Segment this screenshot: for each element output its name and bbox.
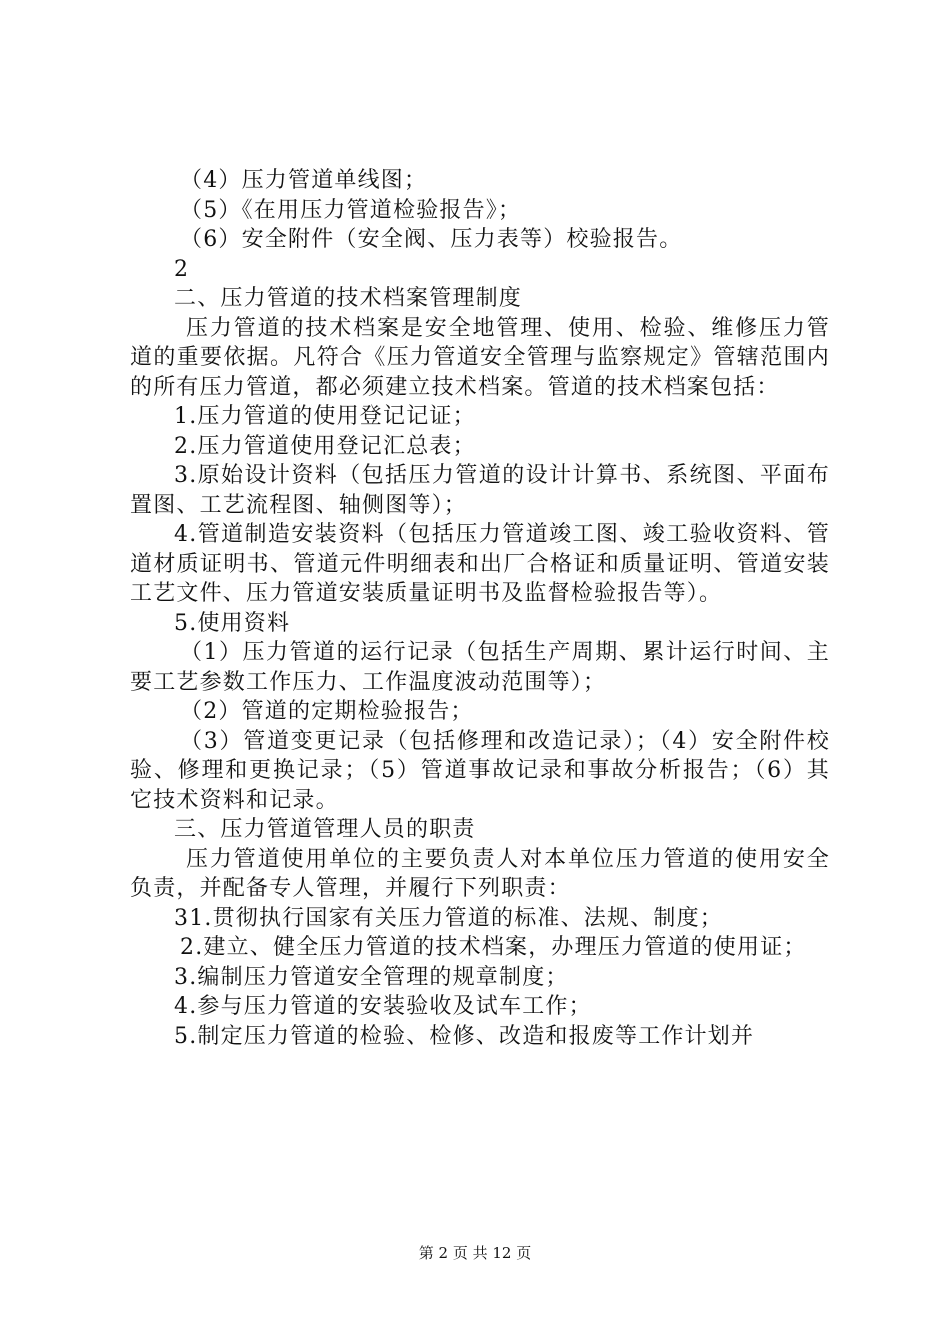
paragraph: 4.管道制造安装资料（包括压力管道竣工图、竣工验收资料、管道材质证明书、管道元件明细表和出厂合格证和质量证明、管道安装工艺文件、压力管道安装质量证明书及监督检验报告等）。	[130, 522, 830, 606]
paragraph: 5.使用资料	[174, 610, 291, 636]
paragraph: 二、压力管道的技术档案管理制度	[174, 286, 523, 311]
paragraph: 2.压力管道使用登记汇总表；	[174, 433, 476, 459]
page-footer: 第 2 页 共 12 页	[418, 1244, 532, 1262]
paragraph: （4）压力管道单线图；	[180, 168, 428, 193]
paragraph: （3）管道变更记录（包括修理和改造记录）；（4）安全附件校验、修理和更换记录；（5）管道事故记录和事故分析报告；（6）其它技术资料和记录。	[130, 728, 830, 813]
paragraph: 4.参与压力管道的安装验收及试车工作；	[174, 994, 592, 1019]
paragraph: （6）安全附件（安全阀、压力表等）校验报告。	[180, 227, 683, 252]
document-body	[130, 166, 830, 1051]
paragraph: 压力管道的技术档案是安全地管理、使用、检验、维修压力管道的重要依据。凡符合《压力管道安全管理与监察规定》管辖范围内的所有压力管道，都必须建立技术档案。管道的技术档案包括：	[130, 315, 830, 400]
paragraph: （1）压力管道的运行记录（包括生产周期、累计运行时间、主要工艺参数工作压力、工作温度波动范围等）；	[130, 640, 830, 695]
paragraph: 1.压力管道的使用登记记证；	[174, 404, 476, 429]
paragraph: 2.建立、健全压力管道的技术档案，办理压力管道的使用证；	[180, 935, 807, 960]
paragraph: 31.贯彻执行国家有关压力管道的标准、法规、制度；	[174, 905, 723, 931]
paragraph: 3.编制压力管道安全管理的规章制度；	[174, 964, 569, 990]
paragraph: 压力管道使用单位的主要负责人对本单位压力管道的使用安全负责，并配备专人管理，并履行下列职责：	[130, 846, 830, 901]
paragraph: 5.制定压力管道的检验、检修、改造和报废等工作计划并	[174, 1023, 755, 1049]
paragraph: 2	[174, 256, 190, 282]
paragraph: 3.原始设计资料（包括压力管道的设计计算书、系统图、平面布置图、工艺流程图、轴侧图等）；	[130, 463, 830, 518]
paragraph: （5）《在用压力管道检验报告》；	[180, 197, 522, 223]
paragraph: （2）管道的定期检验报告；	[180, 699, 474, 724]
paragraph: 三、压力管道管理人员的职责	[174, 817, 476, 842]
